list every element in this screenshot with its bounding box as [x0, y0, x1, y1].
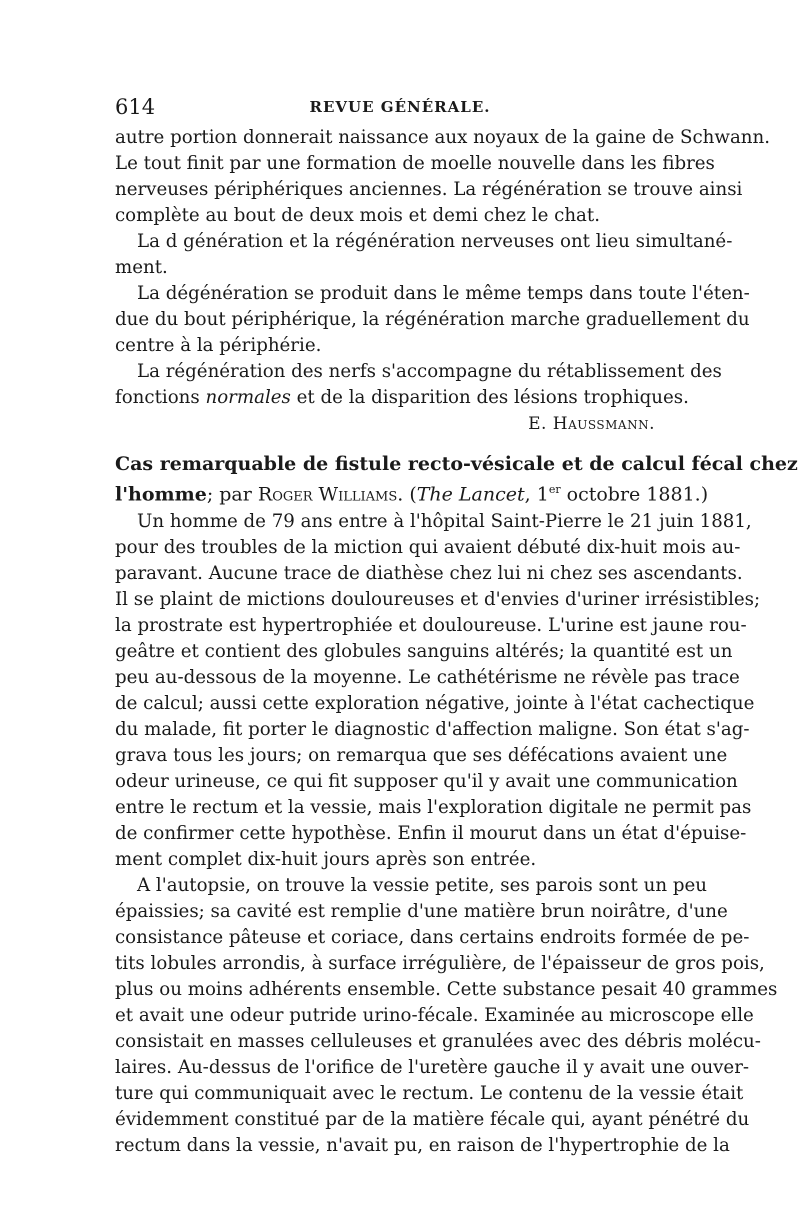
text-line: A l'autopsie, on trouve la vessie petite, ses parois sont un peu	[137, 875, 707, 896]
text-line: de confirmer cette hypothèse. Enfin il mourut dans un état d'épuise-	[115, 823, 747, 844]
text-line: ment.	[115, 257, 168, 278]
text-line: évidemment constitué par de la matière fécale qui, ayant pénétré du	[115, 1109, 750, 1130]
text-line: consistance pâteuse et coriace, dans certains endroits formée de pe-	[115, 927, 750, 948]
text-run: fonctions	[115, 387, 206, 408]
title-separator: ; par	[206, 483, 258, 506]
text-line: Le tout finit par une formation de moelle nouvelle dans les fibres	[115, 153, 715, 174]
running-head	[115, 95, 685, 125]
text-line: geâtre et contient des globules sanguins altérés; la quantité est un	[115, 641, 733, 662]
text-line	[115, 385, 689, 411]
italic-word: normales	[205, 387, 291, 408]
journal-name: The Lancet	[416, 483, 525, 506]
text-line: laires. Au-dessus de l'orifice de l'uretère gauche il y avait une ouver-	[115, 1057, 750, 1078]
text-line: pour des troubles de la miction qui avaient débuté dix-huit mois au-	[115, 537, 741, 558]
text-line: de calcul; aussi cette exploration négative, jointe à l'état cachectique	[115, 693, 755, 714]
text-line: entre le rectum et la vessie, mais l'exploration digitale ne permit pas	[115, 797, 752, 818]
text-line: La dégénération se produit dans le même temps dans toute l'éten-	[137, 283, 750, 304]
article-title-line	[115, 477, 709, 506]
author-signature: E. Haussmann.	[528, 414, 655, 434]
text-line: due du bout périphérique, la régénération marche graduellement du	[115, 309, 750, 330]
article-title-end: l'homme	[115, 483, 207, 506]
book-page	[115, 95, 798, 1159]
text-line: nerveuses périphériques anciennes. La régénération se trouve ainsi	[115, 179, 743, 200]
text-line: rectum dans la vessie, n'avait pu, en raison de l'hypertrophie de la	[115, 1135, 730, 1156]
spacer	[115, 437, 685, 451]
ordinal-superscript: er	[548, 483, 561, 496]
paragraph	[115, 873, 778, 1159]
text-line: consistait en masses celluleuses et granulées avec des débris molécu-	[115, 1031, 761, 1052]
text-line: odeur urineuse, ce qui fit supposer qu'il y avait une communication	[115, 771, 738, 792]
text-line: épaissies; sa cavité est remplie d'une matière brun noirâtre, d'une	[115, 901, 728, 922]
paragraph	[115, 509, 761, 873]
section-previous-article	[115, 125, 770, 437]
text-line: La régénération des nerfs s'accompagne du rétablissement des	[137, 361, 722, 382]
author-name: Roger Williams	[257, 483, 398, 506]
running-title: REVUE GÉNÉRALE.	[309, 98, 491, 116]
text-line: La d génération et la régénération nerveuses ont lieu simultané-	[137, 231, 733, 252]
article	[115, 451, 798, 1159]
text-line: ture qui communiquait avec le rectum. Le contenu de la vessie était	[115, 1083, 744, 1104]
text-line: ment complet dix-huit jours après son entrée.	[115, 849, 537, 870]
text-line: du malade, fit porter le diagnostic d'affection maligne. Son état s'ag-	[115, 719, 750, 740]
text-line: Un homme de 79 ans entre à l'hôpital Saint-Pierre le 21 juin 1881,	[137, 511, 752, 532]
text-line: la prostrate est hypertrophiée et douloureuse. L'urine est jaune rou-	[115, 615, 747, 636]
text-line: complète au bout de deux mois et demi chez le chat.	[115, 205, 600, 226]
text-line: centre à la périphérie.	[115, 335, 322, 356]
citation-date: , 1	[524, 483, 549, 506]
text-line: grava tous les jours; on remarqua que ses défécations avaient une	[115, 745, 728, 766]
text-line: tits lobules arrondis, à surface irrégulière, de l'épaisseur de gros pois,	[115, 953, 765, 974]
text-line: et avait une odeur putride urino-fécale. Examinée au microscope elle	[115, 1005, 754, 1026]
title-separator: . (	[397, 483, 417, 506]
text-run: et de la disparition des lésions trophiques.	[290, 387, 689, 408]
text-line: Il se plaint de mictions douloureuses et d'envies d'uriner irrésistibles;	[115, 589, 761, 610]
page-number: 614	[115, 95, 156, 119]
article-title-line: Cas remarquable de fistule recto-vésicale et de calcul fécal chez	[115, 453, 798, 475]
text-line: peu au-dessous de la moyenne. Le cathétérisme ne révèle pas trace	[115, 667, 740, 688]
citation-date: octobre 1881.)	[560, 483, 709, 506]
text-line: paravant. Aucune trace de diathèse chez lui ni chez ses ascendants.	[115, 563, 743, 584]
text-line: plus ou moins adhérents ensemble. Cette substance pesait 40 grammes	[115, 979, 778, 1000]
text-line: autre portion donnerait naissance aux noyaux de la gaine de Schwann.	[115, 127, 770, 148]
